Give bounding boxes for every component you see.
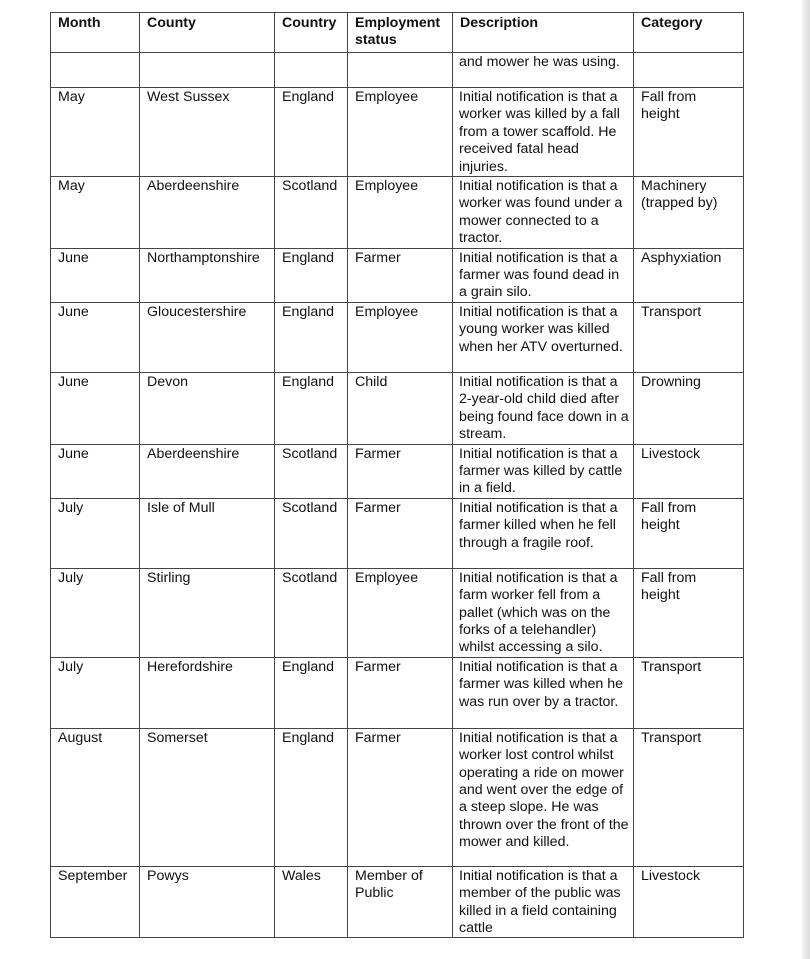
cell-country: Wales (275, 866, 348, 938)
cell-month: August (51, 728, 140, 866)
cell-employment-status: Farmer (348, 498, 453, 568)
cell-category: Fall from height (634, 88, 744, 177)
cell-month: June (51, 444, 140, 498)
cell-county: Isle of Mull (140, 498, 275, 568)
cell-month: June (51, 372, 140, 444)
cell-description: Initial notification is that a young worker was killed when her ATV overturned. (453, 302, 634, 372)
cell-month: July (51, 657, 140, 728)
cell-country: England (275, 728, 348, 866)
cell-description: Initial notification is that a farmer killed when he fell through a fragile roof. (453, 498, 634, 568)
cell-employment-status: Employee (348, 568, 453, 657)
cell-country: England (275, 302, 348, 372)
table-row (51, 657, 744, 728)
cell-category: Asphyxiation (634, 248, 744, 302)
cell-description: Initial notification is that a farmer was killed by cattle in a field. (453, 444, 634, 498)
cell-employment-status: Farmer (348, 248, 453, 302)
cell-description: Initial notification is that a farmer was killed when he was run over by a tractor. (453, 657, 634, 728)
cell-category (634, 53, 744, 88)
cell-county: Somerset (140, 728, 275, 866)
cell-month (51, 53, 140, 88)
cell-description: Initial notification is that a farm worker fell from a pallet (which was on the forks of a telehandler) whilst accessing a silo. (453, 568, 634, 657)
cell-employment-status: Farmer (348, 444, 453, 498)
cell-county: Stirling (140, 568, 275, 657)
cell-month: June (51, 302, 140, 372)
cell-category: Machinery (trapped by) (634, 177, 744, 249)
header-description: Description (453, 13, 634, 53)
cell-county: Powys (140, 866, 275, 938)
cell-country: Scotland (275, 177, 348, 249)
cell-category: Drowning (634, 372, 744, 444)
cell-county: Aberdeenshire (140, 444, 275, 498)
header-county: County (140, 13, 275, 53)
table-row (51, 372, 744, 444)
cell-category: Livestock (634, 444, 744, 498)
cell-month: July (51, 498, 140, 568)
cell-month: September (51, 866, 140, 938)
table-row (51, 444, 744, 498)
table-row (51, 728, 744, 866)
cell-employment-status: Employee (348, 177, 453, 249)
table-row (51, 53, 744, 88)
cell-employment-status: Farmer (348, 657, 453, 728)
cell-employment-status (348, 53, 453, 88)
cell-description: Initial notification is that a 2-year-old child died after being found face down in a stream. (453, 372, 634, 444)
cell-employment-status: Employee (348, 88, 453, 177)
cell-month: May (51, 177, 140, 249)
cell-county: Northamptonshire (140, 248, 275, 302)
cell-category: Transport (634, 302, 744, 372)
cell-county: Devon (140, 372, 275, 444)
header-country: Country (275, 13, 348, 53)
header-row (51, 13, 744, 53)
cell-country: England (275, 657, 348, 728)
table-row (51, 302, 744, 372)
header-month: Month (51, 13, 140, 53)
cell-county: West Sussex (140, 88, 275, 177)
cell-country: Scotland (275, 568, 348, 657)
cell-description: Initial notification is that a member of the public was killed in a field containing cattle (453, 866, 634, 938)
cell-category: Transport (634, 657, 744, 728)
cell-description: Initial notification is that a farmer was found dead in a grain silo. (453, 248, 634, 302)
cell-country: England (275, 372, 348, 444)
cell-county: Aberdeenshire (140, 177, 275, 249)
header-employment-status: Employment status (348, 13, 453, 53)
cell-category: Fall from height (634, 498, 744, 568)
header-category: Category (634, 13, 744, 53)
cell-employment-status: Employee (348, 302, 453, 372)
cell-description: Initial notification is that a worker lost control whilst operating a ride on mower and went over the edge of a steep slope. He was thrown over the front of the mower and killed. (453, 728, 634, 866)
cell-county (140, 53, 275, 88)
cell-description: Initial notification is that a worker was killed by a fall from a tower scaffold. He received fatal head injuries. (453, 88, 634, 177)
cell-category: Transport (634, 728, 744, 866)
table-row (51, 498, 744, 568)
cell-month: June (51, 248, 140, 302)
cell-country: Scotland (275, 444, 348, 498)
table-row (51, 568, 744, 657)
cell-country (275, 53, 348, 88)
cell-category: Fall from height (634, 568, 744, 657)
cell-employment-status: Member of Public (348, 866, 453, 938)
incident-table (50, 12, 744, 938)
cell-category: Livestock (634, 866, 744, 938)
cell-employment-status: Farmer (348, 728, 453, 866)
cell-country: Scotland (275, 498, 348, 568)
cell-description: Initial notification is that a worker was found under a mower connected to a tractor. (453, 177, 634, 249)
table-row (51, 866, 744, 938)
cell-county: Herefordshire (140, 657, 275, 728)
cell-month: May (51, 88, 140, 177)
table-row (51, 88, 744, 177)
cell-month: July (51, 568, 140, 657)
table-row (51, 248, 744, 302)
cell-county: Gloucestershire (140, 302, 275, 372)
cell-description: and mower he was using. (453, 53, 634, 88)
table-row (51, 177, 744, 249)
cell-country: England (275, 88, 348, 177)
page-edge (802, 0, 810, 959)
table-body (51, 53, 744, 938)
cell-employment-status: Child (348, 372, 453, 444)
cell-country: England (275, 248, 348, 302)
table-header (51, 13, 744, 53)
